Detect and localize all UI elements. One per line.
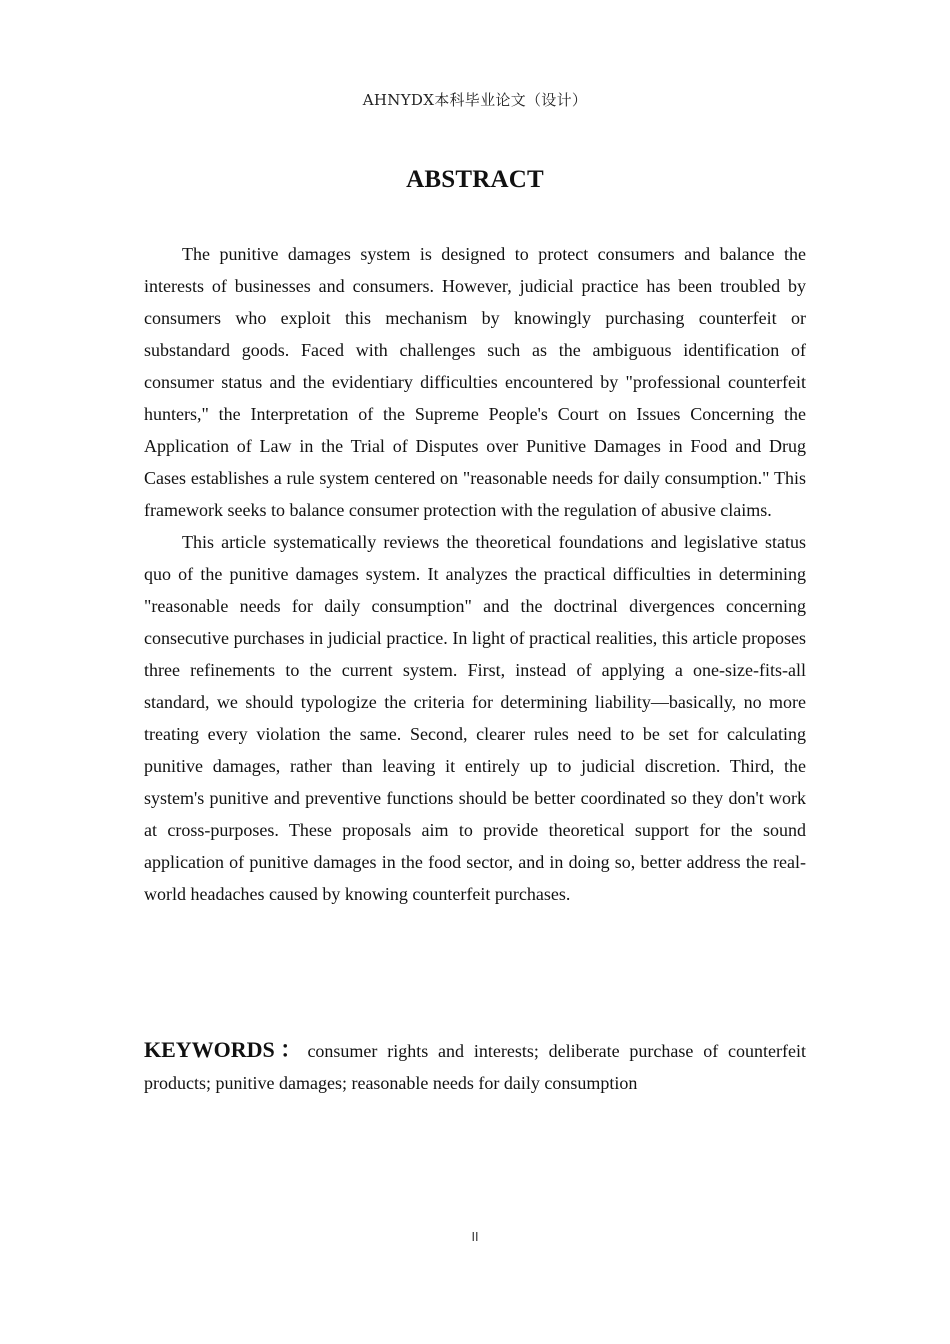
- keywords-label: KEYWORDS：: [144, 1037, 308, 1062]
- abstract-title: ABSTRACT: [406, 166, 544, 193]
- abstract-body: [144, 238, 806, 910]
- keywords-section: [144, 1034, 806, 1099]
- page-number: II: [471, 1230, 479, 1244]
- abstract-paragraph-2: This article systematically reviews the theoretical foundations and legislative status quo of the punitive damages system. It analyzes the practical difficulties in determining "reasonable needs for daily consumption" and the doctrinal divergences concerning consecutive purchases in judicial practice. In light of practical realities, this article proposes three refinements to the current system. First, instead of applying a one-size-fits-all standard, we should typologize the criteria for determining liability—basically, no more treating every violation the same. Second, clearer rules need to be set for calculating punitive damages, rather than leaving it entirely up to judicial discretion. Third, the system's punitive and preventive functions should be better coordinated so they don't work at cross-purposes. These proposals aim to provide theoretical support for the sound application of punitive damages in the food sector, and in doing so, better address the real-world headaches caused by knowing counterfeit purchases.: [144, 532, 806, 904]
- running-header: AHNYDX本科毕业论文（设计）: [362, 91, 588, 109]
- keywords-text: consumer rights and interests; deliberate purchase of counterfeit products; punitive damages; reasonable needs for daily consumption: [144, 1041, 806, 1093]
- abstract-paragraph-1: The punitive damages system is designed to protect consumers and balance the interests of businesses and consumers. However, judicial practice has been troubled by consumers who exploit this mechanism by knowingly purchasing counterfeit or substandard goods. Faced with challenges such as the ambiguous identification of consumer status and the evidentiary difficulties encountered by "professional counterfeit hunters," the Interpretation of the Supreme People's Court on Issues Concerning the Application of Law in the Trial of Disputes over Punitive Damages in Food and Drug Cases establishes a rule system centered on "reasonable needs for daily consumption." This framework seeks to balance consumer protection with the regulation of abusive claims.: [144, 244, 806, 520]
